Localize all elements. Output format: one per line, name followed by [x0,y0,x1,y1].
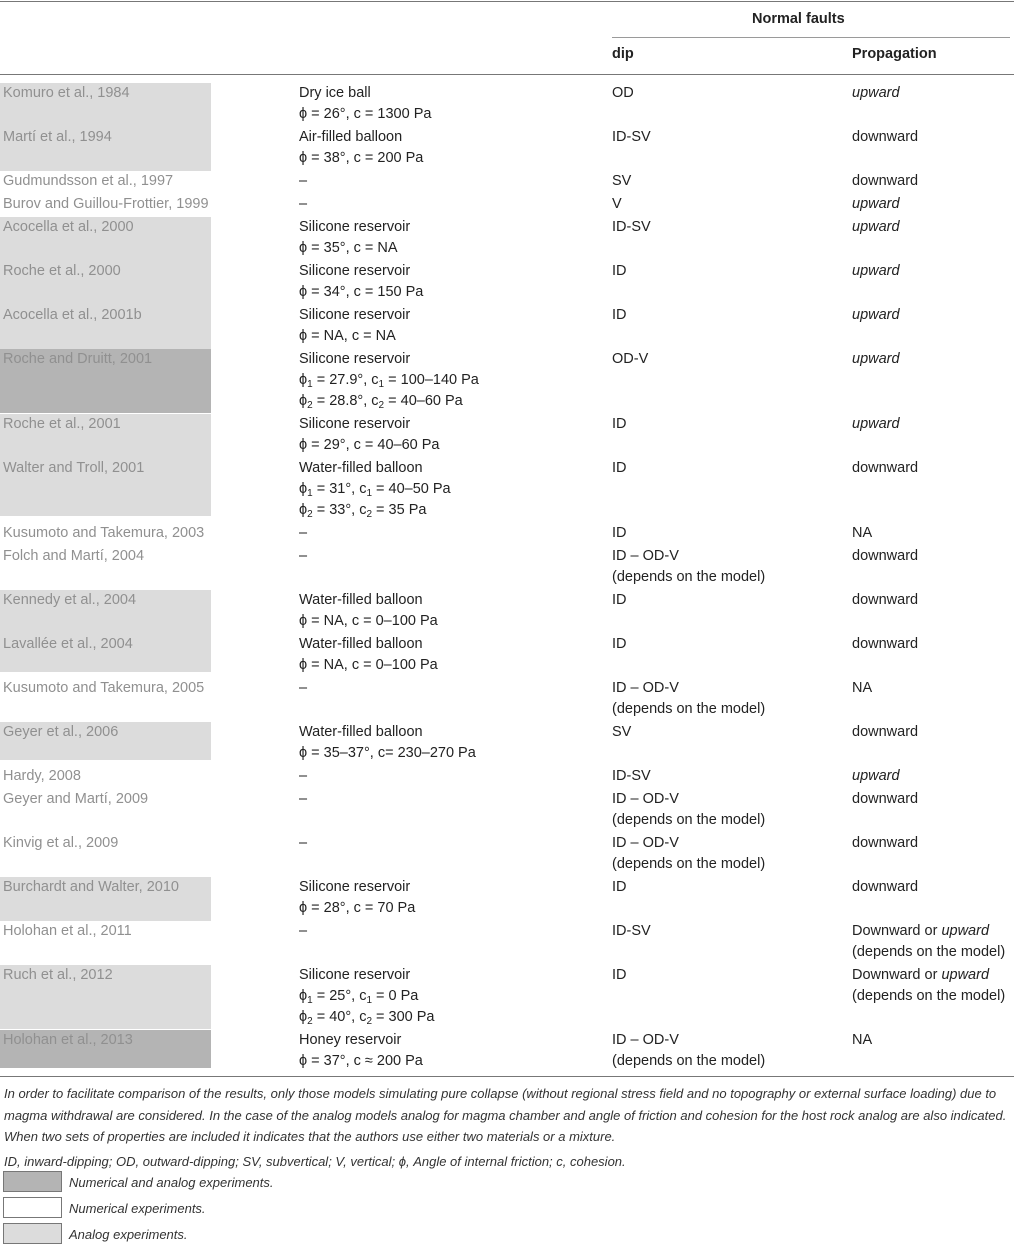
table-row [0,1030,1014,1068]
model-cell [299,83,431,125]
model-parameters: ϕ = 35°, c = NA [299,240,398,256]
table-row [0,678,1014,722]
model-cell [299,349,479,412]
dip-value: (depends on the model) [612,701,766,717]
propagation-value: downward [852,835,919,851]
model-cell [299,789,307,810]
dip-cell [612,921,651,942]
table-row [0,921,1014,965]
model-cell [299,546,307,567]
table-row [0,261,1014,305]
model-cell [299,217,410,259]
dip-cell [612,414,627,435]
propagation-cell [852,634,918,655]
model-parameters: $\phi_1 = 25^\circ$, $c_1 = 0$ Pa [299,988,419,1006]
propagation-cell [852,921,1005,963]
propagation-value: upward [852,768,900,784]
dip-cell [612,722,631,743]
model-cell [299,523,307,544]
propagation-cell [852,171,918,192]
model-material: Honey reservoir [299,1032,402,1048]
dip-cell [612,523,627,544]
propagation-value: downward [852,791,919,807]
dip-value: (depends on the model) [612,812,766,828]
table-row [0,766,1014,788]
dip-cell [612,458,627,479]
dip-value: ID – OD-V [612,680,679,696]
model-parameters: ϕ = 35–37°, c= 230–270 Pa [299,745,476,761]
model-material: Silicone reservoir [299,351,411,367]
dip-cell [612,1030,765,1072]
propagation-value: NA [852,1032,873,1048]
model-material: – [299,173,308,189]
reference-cell: Burchardt and Walter, 2010 [0,877,211,921]
propagation-cell [852,194,900,215]
table-row [0,965,1014,1029]
dip-value: ID-SV [612,768,651,784]
propagation-value: upward [852,196,900,212]
legend-label-analog: Analog experiments. [69,1227,188,1242]
propagation-cell [852,305,900,326]
propagation-value: downward [852,548,919,564]
table-row [0,877,1014,921]
table-row [0,414,1014,458]
propagation-value: downward [852,636,919,652]
reference-cell: Lavallée et al., 2004 [0,634,211,672]
table-row [0,194,1014,216]
reference-cell: Holohan et al., 2013 [0,1030,211,1068]
legend-swatch-analog [3,1223,62,1244]
table-row [0,349,1014,413]
propagation-cell [852,965,1005,1007]
table-row [0,523,1014,545]
model-cell [299,261,423,303]
legend-label-numerical-analog: Numerical and analog experiments. [69,1175,274,1190]
propagation-cell [852,789,918,810]
legend-swatch-numerical [3,1197,62,1218]
reference-cell: Martí et al., 1994 [0,127,211,171]
reference-cell: Ruch et al., 2012 [0,965,211,1029]
propagation-value: NA [852,525,873,541]
dip-value: SV [612,173,632,189]
model-cell [299,194,307,215]
propagation-value: upward [852,263,900,279]
dip-cell [612,217,651,238]
header-rule [0,74,1014,75]
dip-value: (depends on the model) [612,856,766,872]
dip-cell [612,678,765,720]
model-material: Water-filled balloon [299,636,423,652]
model-cell [299,414,440,456]
model-parameters: ϕ = 26°, c = 1300 Pa [299,106,432,122]
reference-cell: Hardy, 2008 [3,768,81,784]
table-row [0,83,1014,127]
model-material: – [299,768,308,784]
model-cell [299,171,307,192]
model-parameters: ϕ = 38°, c = 200 Pa [299,150,424,166]
dip-cell [612,766,651,787]
reference-cell: Acocella et al., 2001b [0,305,211,349]
dip-value: SV [612,724,632,740]
model-parameters: $\phi_2 = 40^\circ$, $c_2 = 300$ Pa [299,1009,435,1027]
model-cell [299,127,423,169]
abbreviations: ID, inward-dipping; OD, outward-dipping; SV, subvertical; V, vertical; ϕ, Angle of internal friction; c, cohesion. [4,1154,626,1169]
model-material: – [299,548,308,564]
reference-cell: Roche et al., 2001 [0,414,211,458]
reference-cell: Kusumoto and Takemura, 2003 [3,525,205,541]
model-cell [299,458,451,521]
dip-value: ID [612,636,627,652]
propagation-value: Downward or upward [852,967,990,983]
model-cell [299,678,307,699]
dip-cell [612,590,627,611]
propagation-value: (depends on the model) [852,944,1006,960]
propagation-cell [852,83,900,104]
model-cell [299,305,410,347]
model-material: Silicone reservoir [299,879,411,895]
bottom-rule [0,1076,1014,1077]
header-propagation: Propagation [852,46,937,62]
model-material: – [299,196,308,212]
dip-cell [612,965,627,986]
reference-cell: Burov and Guillou-Frottier, 1999 [3,196,209,212]
table-row [0,590,1014,634]
model-material: Water-filled balloon [299,724,423,740]
dip-cell [612,877,627,898]
dip-cell [612,127,651,148]
model-parameters: ϕ = NA, c = 0–100 Pa [299,613,438,629]
reference-cell: Geyer and Martí, 2009 [3,791,149,807]
dip-value: OD [612,85,634,101]
model-material: Silicone reservoir [299,219,411,235]
propagation-cell [852,523,872,544]
propagation-cell [852,766,900,787]
dip-value: V [612,196,622,212]
dip-value: ID [612,263,627,279]
propagation-cell [852,127,918,148]
propagation-value: NA [852,680,873,696]
model-material: – [299,923,308,939]
model-parameters: ϕ = NA, c = 0–100 Pa [299,657,438,673]
model-cell [299,1030,423,1072]
table-row [0,217,1014,261]
reference-cell: Holohan et al., 2011 [3,923,132,939]
table-row [0,833,1014,877]
dip-value: ID – OD-V [612,548,679,564]
propagation-value: downward [852,724,919,740]
propagation-cell [852,546,918,567]
model-material: Water-filled balloon [299,592,423,608]
table-row [0,458,1014,520]
model-material: – [299,525,308,541]
propagation-value: upward [852,85,900,101]
reference-cell: Kinvig et al., 2009 [3,835,119,851]
model-material: – [299,680,308,696]
propagation-value: upward [852,219,900,235]
model-cell [299,590,438,632]
propagation-cell [852,877,918,898]
propagation-cell [852,414,900,435]
table-row [0,789,1014,833]
dip-value: ID [612,525,627,541]
reference-cell: Geyer et al., 2006 [0,722,211,760]
table-row [0,171,1014,193]
model-cell [299,921,307,942]
propagation-value: downward [852,129,919,145]
propagation-value: upward [852,307,900,323]
propagation-value: upward [852,351,900,367]
dip-value: ID-SV [612,129,651,145]
reference-cell: Walter and Troll, 2001 [0,458,211,516]
reference-cell: Folch and Martí, 2004 [3,548,145,564]
model-material: Silicone reservoir [299,967,411,983]
dip-value: ID [612,879,627,895]
propagation-cell [852,1030,872,1051]
model-cell [299,877,415,919]
dip-cell [612,305,627,326]
dip-value: (depends on the model) [612,1053,766,1069]
model-material: Silicone reservoir [299,416,411,432]
model-parameters: $\phi_2 = 28.8^\circ$, $c_2 = 40-60$ Pa [299,393,463,411]
dip-value: ID [612,967,627,983]
table-row [0,634,1014,672]
header-normal-faults: Normal faults [752,11,845,27]
dip-cell [612,194,622,215]
dip-value: OD-V [612,351,649,367]
reference-cell: Roche et al., 2000 [0,261,211,305]
model-parameters: $\phi_2 = 33^\circ$, $c_2 = 35$ Pa [299,502,427,520]
propagation-cell [852,458,918,479]
reference-cell: Kusumoto and Takemura, 2005 [3,680,205,696]
propagation-cell [852,722,918,743]
model-parameters: ϕ = 29°, c = 40–60 Pa [299,437,440,453]
dip-value: ID-SV [612,219,651,235]
model-parameters: ϕ = 37°, c ≈ 200 Pa [299,1053,423,1069]
propagation-cell [852,678,872,699]
table-row [0,722,1014,760]
dip-cell [612,171,631,192]
model-parameters: ϕ = 34°, c = 150 Pa [299,284,424,300]
model-parameters: $\phi_1 = 27.9^\circ$, $c_1 = 100-140$ Pa [299,372,479,390]
model-material: – [299,835,308,851]
reference-cell: Gudmundsson et al., 1997 [3,173,174,189]
propagation-value: downward [852,460,919,476]
model-material: – [299,791,308,807]
propagation-value: downward [852,879,919,895]
dip-value: ID [612,307,627,323]
propagation-cell [852,261,900,282]
header-dip: dip [612,46,634,62]
propagation-value: Downward or upward [852,923,990,939]
reference-cell: Kennedy et al., 2004 [0,590,211,634]
dip-cell [612,833,765,875]
dip-value: ID – OD-V [612,1032,679,1048]
legend-swatch-numerical-analog [3,1171,62,1192]
model-parameters: $\phi_1 = 31^\circ$, $c_1 = 40-50$ Pa [299,481,451,499]
model-cell [299,722,476,764]
propagation-value: downward [852,592,919,608]
dip-value: (depends on the model) [612,569,766,585]
table-row [0,127,1014,171]
dip-cell [612,261,627,282]
model-material: Air-filled balloon [299,129,403,145]
dip-value: ID – OD-V [612,791,679,807]
dip-value: ID [612,592,627,608]
dip-value: ID [612,416,627,432]
model-cell [299,965,435,1028]
table-row [0,546,1014,590]
footnote: In order to facilitate comparison of the results, only those models simulating pure collapse (without regional stress field and no topography or external surface loading) due to magma withdrawal are considered. In the case of the analog models analog for magma chamber and angle of friction and cohesion for the host rock analog are also indicated. When two sets of properties are included it indicates that the authors use either two materials or a mixture. [4,1086,1007,1144]
model-cell [299,833,307,854]
model-material: Silicone reservoir [299,307,411,323]
model-parameters: ϕ = 28°, c = 70 Pa [299,900,416,916]
dip-value: ID-SV [612,923,651,939]
reference-cell: Roche and Druitt, 2001 [0,349,211,413]
dip-value: ID – OD-V [612,835,679,851]
model-parameters: ϕ = NA, c = NA [299,328,396,344]
reference-cell: Acocella et al., 2000 [0,217,211,261]
dip-cell [612,349,648,370]
model-material: Water-filled balloon [299,460,423,476]
dip-cell [612,83,634,104]
model-cell [299,766,307,787]
table-row [0,305,1014,349]
propagation-value: (depends on the model) [852,988,1006,1004]
dip-cell [612,546,765,588]
propagation-cell [852,590,918,611]
dip-cell [612,789,765,831]
propagation-value: upward [852,416,900,432]
dip-cell [612,634,627,655]
reference-cell: Komuro et al., 1984 [0,83,211,127]
model-material: Dry ice ball [299,85,371,101]
model-cell [299,634,438,676]
propagation-cell [852,349,900,370]
group-rule [612,37,1010,38]
propagation-cell [852,833,918,854]
propagation-cell [852,217,900,238]
model-material: Silicone reservoir [299,263,411,279]
legend-label-numerical: Numerical experiments. [69,1201,206,1216]
propagation-value: downward [852,173,919,189]
dip-value: ID [612,460,627,476]
top-rule [0,1,1014,2]
